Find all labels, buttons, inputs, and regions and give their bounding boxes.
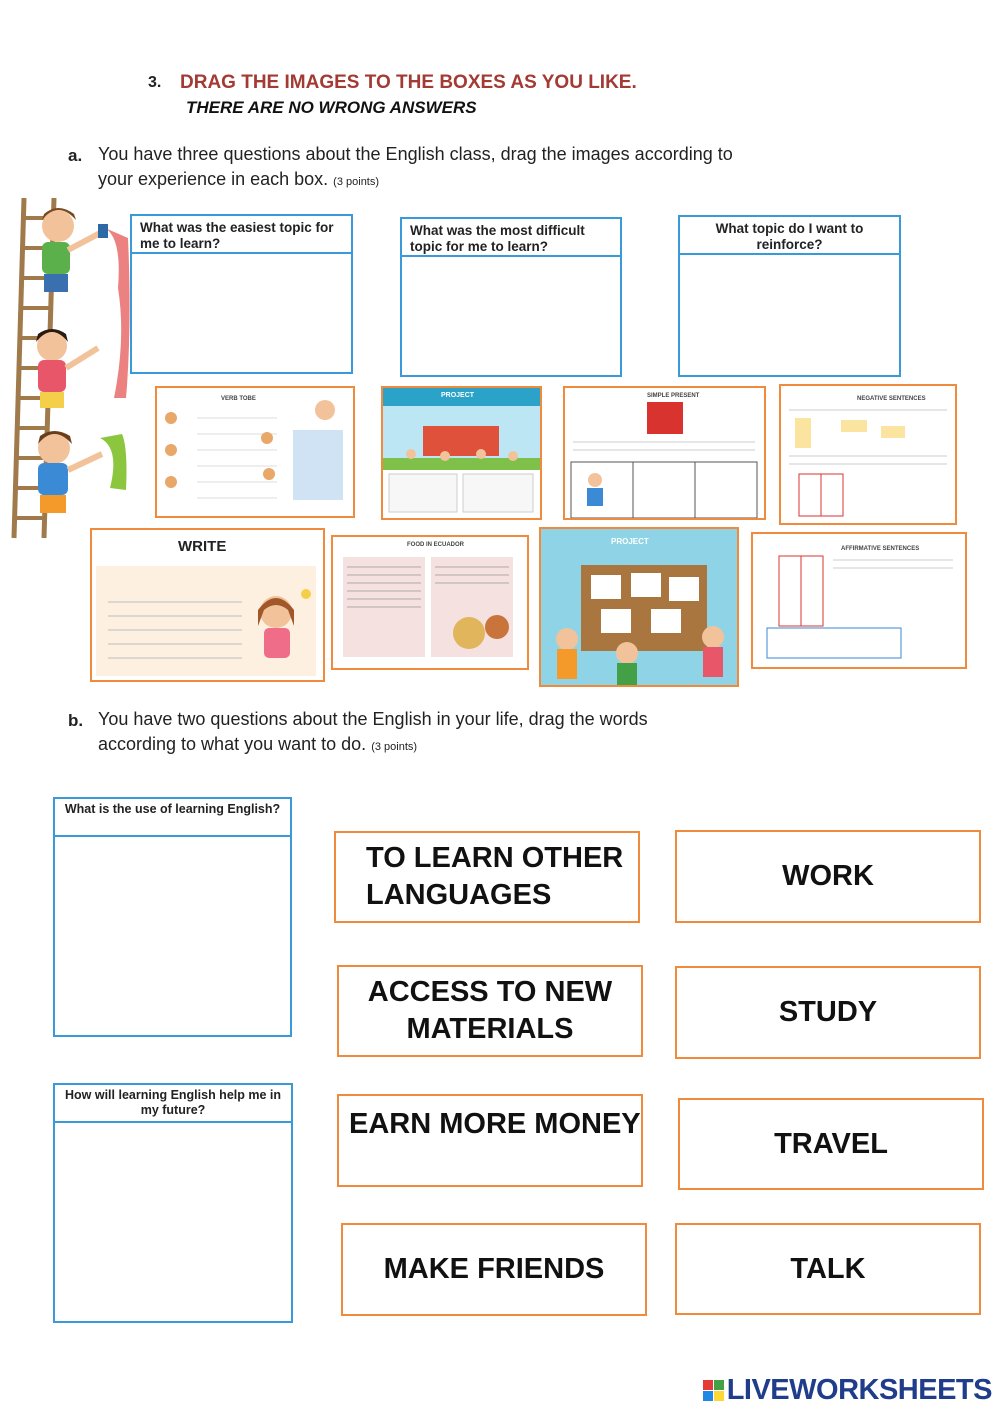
thumbnail-label: PROJECT [611,537,649,546]
word-card-learn-other-languages[interactable]: TO LEARN OTHER LANGUAGES [334,831,640,923]
liveworksheets-logo-icon [703,1380,724,1401]
reinforce-topic-dropbox[interactable] [678,215,901,377]
thumbnail-label: WRITE [178,538,227,555]
kids-ladder-illustration [10,198,135,543]
part-b-instructions: You have two questions about the English in your life, drag the words according to what you want to do. (3 points) [98,709,648,754]
simple-present-image[interactable] [563,386,766,520]
dropbox-question: What was the easiest topic for me to learn? [132,216,351,254]
word-card-travel[interactable]: TRAVEL [678,1098,984,1190]
word-card-access-new-materials[interactable]: ACCESS TO NEW MATERIALS [337,965,643,1057]
thumbnail-label: VERB TOBE [221,396,256,402]
dropbox-question: How will learning English help me in my future? [55,1085,291,1123]
part-b-letter: b. [68,711,84,730]
section-title: DRAG THE IMAGES TO THE BOXES AS YOU LIKE. [180,72,637,93]
section-number: 3. [148,74,162,91]
food-in-ecuador-illustration [333,537,527,668]
thumbnail-label: AFFIRMATIVE SENTENCES [841,546,920,552]
dropbox-question: What is the use of learning English? [55,799,290,837]
thumbnail-label: NEGATIVE SENTENCES [857,396,926,402]
word-card-work[interactable]: WORK [675,830,981,923]
part-a-letter: a. [68,146,83,165]
word-card-earn-more-money[interactable]: EARN MORE MONEY [337,1094,643,1187]
affirmative-sentences-illustration [753,534,965,667]
word-card-make-friends[interactable]: MAKE FRIENDS [341,1223,647,1316]
food-project-image[interactable] [539,527,739,687]
food-in-ecuador-image[interactable] [331,535,529,670]
word-card-study[interactable]: STUDY [675,966,981,1059]
food-project-illustration [541,529,737,685]
write-activity-image[interactable] [90,528,325,682]
negative-sentences-illustration [781,386,955,523]
use-of-english-dropbox[interactable] [53,797,292,1037]
section-subtitle: THERE ARE NO WRONG ANSWERS [186,98,477,117]
thumbnail-label: SIMPLE PRESENT [647,393,700,399]
verb-tobe-worksheet-image[interactable] [155,386,355,518]
affirmative-sentences-image[interactable] [751,532,967,669]
dropbox-question: What topic do I want to reinforce? [680,217,899,255]
easiest-topic-dropbox[interactable] [130,214,353,374]
brand-name: LIVEWORKSHEETS [726,1374,992,1406]
thumbnail-label: FOOD IN ECUADOR [407,542,464,548]
verb-tobe-illustration [157,388,353,516]
future-english-dropbox[interactable] [53,1083,293,1323]
school-project-illustration [383,388,540,518]
thumbnail-label: PROJECT [441,392,475,399]
simple-present-illustration [565,388,764,518]
school-project-image[interactable] [381,386,542,520]
part-a-instructions: You have three questions about the English class, drag the images according to your experience in each box. (3 points) [98,144,733,189]
negative-sentences-image[interactable] [779,384,957,525]
dropbox-question: What was the most difficult topic for me to learn? [402,219,620,257]
liveworksheets-logo [703,1374,992,1407]
word-card-talk[interactable]: TALK [675,1223,981,1315]
most-difficult-topic-dropbox[interactable] [400,217,622,377]
